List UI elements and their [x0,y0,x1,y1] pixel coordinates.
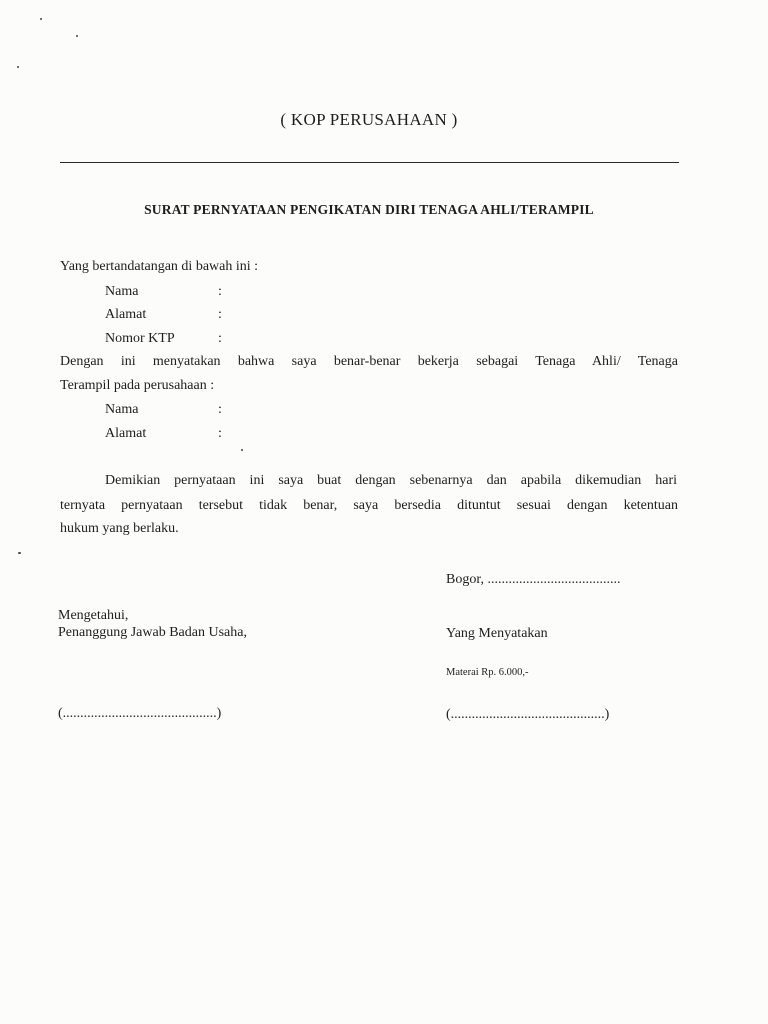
closing-line-1: Demikian pernyataan ini saya buat dengan sebenarnya dan apabila dikemudian hari [105,473,677,488]
personal-name-colon: : [218,284,222,299]
personal-ktp-label: Nomor KTP [105,331,175,346]
company-address-colon: : [218,426,222,441]
stamp-duty-note: Materai Rp. 6.000,- [446,667,529,678]
document-title: SURAT PERNYATAAN PENGIKATAN DIRI TENAGA AHLI/TERAMPIL [144,202,594,217]
left-signature-placeholder: (............................................) [58,706,222,721]
personal-address-label: Alamat [105,307,147,322]
scan-speck [17,66,19,68]
responsible-person-label: Penanggung Jawab Badan Usaha, [58,625,247,640]
scan-speck [18,552,21,554]
right-signature-placeholder: (............................................) [446,707,610,722]
letterhead-divider [60,162,679,163]
company-name-label: Nama [105,402,139,417]
company-name-colon: : [218,402,222,417]
scan-speck [241,449,243,451]
acknowledged-label: Mengetahui, [58,608,129,623]
scan-speck [76,35,78,37]
place-date: Bogor, ...................................... [446,572,621,587]
letterhead: ( KOP PERUSAHAAN ) [280,110,458,129]
personal-name-label: Nama [105,284,139,299]
scan-speck [40,18,42,20]
personal-address-colon: : [218,307,222,322]
closing-line-3: hukum yang berlaku. [60,521,179,536]
declarant-label: Yang Menyatakan [446,626,548,641]
statement-line-1: Dengan ini menyatakan bahwa saya benar-benar bekerja sebagai Tenaga Ahli/ Tenaga [60,354,678,369]
closing-line-2: ternyata pernyataan tersebut tidak benar, saya bersedia dituntut sesuai dengan ketentuan [60,498,678,513]
statement-line-2: Terampil pada perusahaan : [60,378,215,393]
personal-ktp-colon: : [218,331,222,346]
company-address-label: Alamat [105,426,147,441]
intro-text: Yang bertandatangan di bawah ini : [60,259,259,274]
